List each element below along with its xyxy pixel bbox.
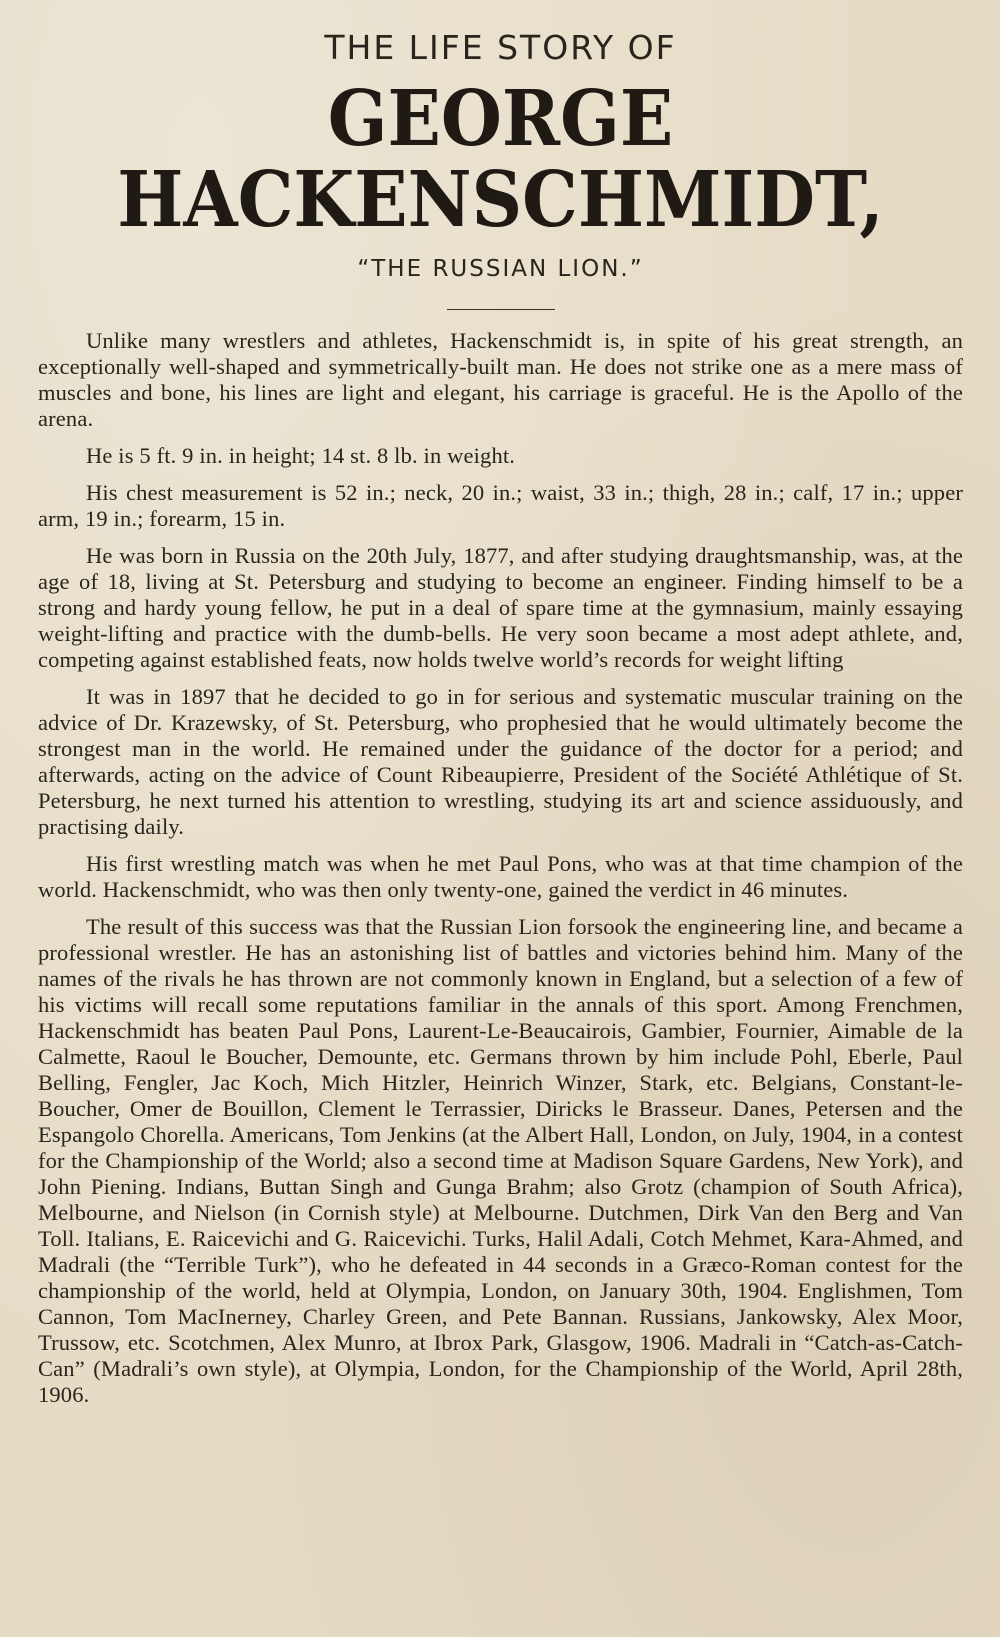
document-page — [38, 20, 963, 1419]
title-divider — [447, 309, 555, 310]
article-body — [38, 328, 963, 1408]
paragraph-height-weight: He is 5 ft. 9 in. in height; 14 st. 8 lb. in weight. — [86, 443, 516, 468]
paragraph-training: It was in 1897 that he decided to go in for serious and systematic muscular training on the advice of Dr. Krazewsky, of St. Petersburg, who prophesied that he would ultimately become the strongest man in the world. He remained under the guidance of the doctor for a period; and afterwards, acting on the advice of Count Ribeaupierre, President of the Société Athlétique of St. Petersburg, he next turned his attention to wrestling, studying its art and science assiduously, and practising daily. — [38, 684, 963, 839]
paragraph-measurements: His chest measurement is 52 in.; neck, 20 in.; waist, 33 in.; thigh, 28 in.; calf, 17 in.; upper arm, 19 in.; forearm, 15 in. — [38, 480, 963, 531]
paragraph-early-life: He was born in Russia on the 20th July, 1877, and after studying draughtsmanship, was, at the age of 18, living at St. Petersburg and studying to become an engineer. Finding himself to be a strong and hardy young fellow, he put in a deal of spare time at the gymnasium, mainly essaying weight-lifting and practice with the dumb-bells. He very soon became a most adept athlete, and, competing against established feats, now holds twelve world’s records for weight lifting — [38, 543, 963, 672]
paragraph-victories: The result of this success was that the Russian Lion forsook the engineering line, and became a professional wrestler. He has an astonishing list of battles and victories behind him. Many of the names of the rivals he has thrown are not commonly known in England, but a selection of a few of his victims will recall some reputations familiar in the annals of this sport. Among Frenchmen, Hackenschmidt has beaten Paul Pons, Laurent-Le-Beaucairois, Gambier, Fournier, Aimable de la Calmette, Raoul le Boucher, Demounte, etc. Germans thrown by him include Pohl, Eberle, Paul Belling, Fengler, Jac Koch, Mich Hitzler, Heinrich Winzer, Stark, etc. Belgians, Constant-le-Boucher, Omer de Bouillon, Clement le Terrassier, Diricks le Brasseur. Danes, Petersen and the Espangolo Chorella. Americans, Tom Jenkins (at the Albert Hall, London, on July, 1904, in a contest for the Championship of the World; also a second time at Madison Square Gardens, New York), and John Piening. Indians, Buttan Singh and Gunga Brahm; also Grotz (champion of South Africa), Melbourne, and Nielson (in Cornish style) at Melbourne. Dutchmen, Dirk Van den Berg and Van Toll. Italians, E. Raicevichi and G. Raicevichi. Turks, Halil Adali, Cotch Mehmet, Kara-Ahmed, and Madrali (the “Terrible Turk”), who he defeated in 44 seconds in a Græco-Roman contest for the championship of the world, held at Olympia, London, on January 30th, 1904. Englishmen, Tom Cannon, Tom MacInerney, Charley Green, and Pete Bannan. Russians, Jankowsky, Alex Moor, Trussow, etc. Scotchmen, Alex Munro, at Ibrox Park, Glasgow, 1906. Madrali in “Catch-as-Catch-Can” (Madrali’s own style), at Olympia, London, for the Championship of the World, April 28th, 1906. — [38, 914, 963, 1407]
paragraph-first-match: His first wrestling match was when he met Paul Pons, who was at that time champion of the world. Hackenschmidt, who was then only twenty-one, gained the verdict in 46 minutes. — [38, 851, 963, 902]
header-top-line: THE LIFE STORY OF — [324, 28, 677, 67]
page-title: GEORGE HACKENSCHMIDT, — [117, 72, 884, 245]
paragraph-intro: Unlike many wrestlers and athletes, Hackenschmidt is, in spite of his great strength, an exceptionally well-shaped and symmetrically-built man. He does not strike one as a mere mass of muscles and bone, his lines are light and elegant, his carriage is graceful. He is the Apollo of the arena. — [38, 328, 963, 431]
page-subtitle: “THE RUSSIAN LION.” — [357, 256, 644, 282]
